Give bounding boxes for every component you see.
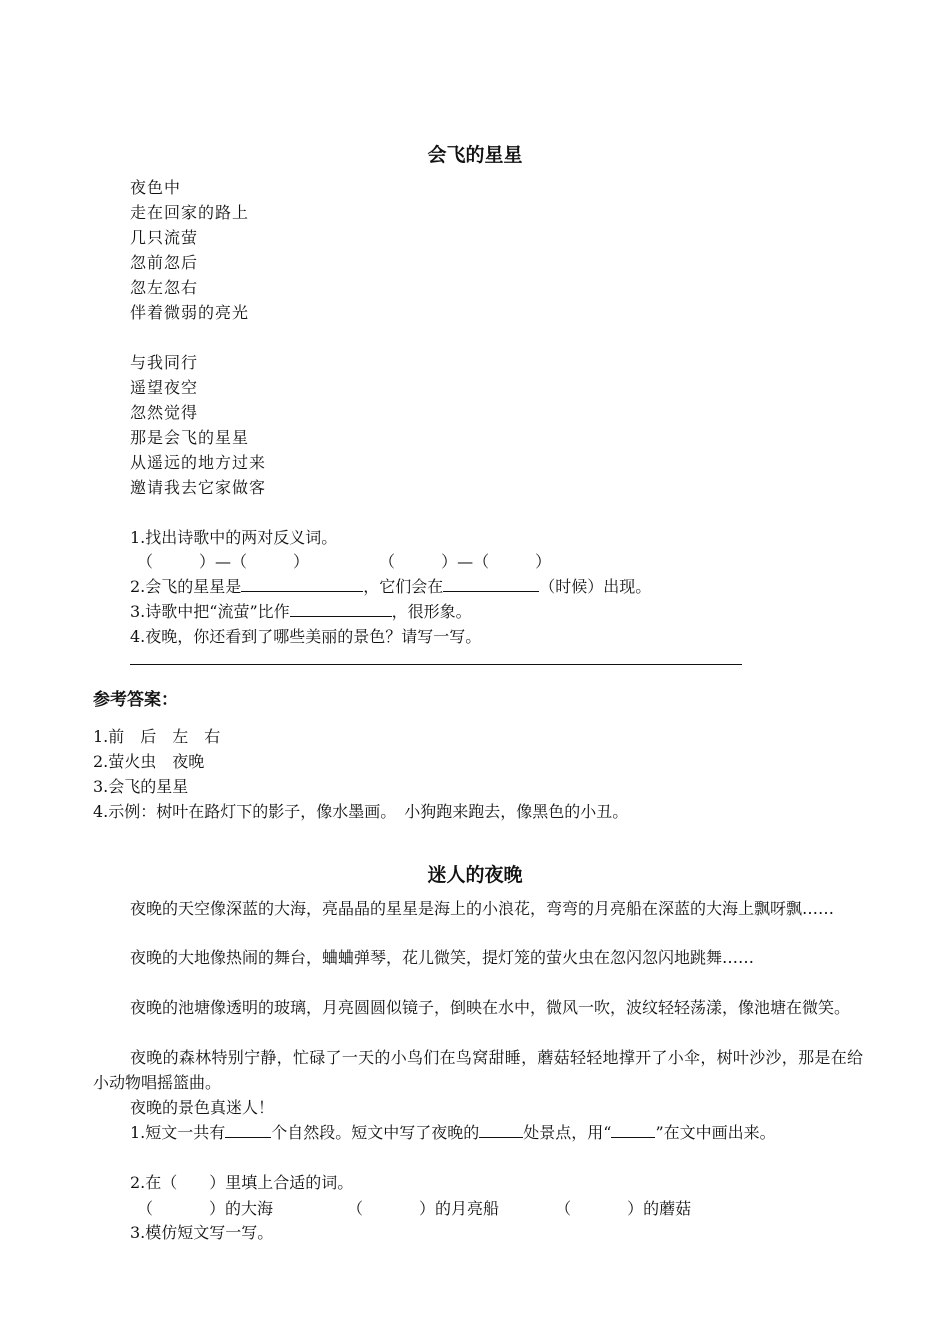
poem-title: 会飞的星星 xyxy=(427,144,523,166)
poem-line: 几只流萤 xyxy=(130,228,199,247)
essay-question-3: 3.模仿短文写一写。 xyxy=(130,1223,274,1242)
essay-title: 迷人的夜晚 xyxy=(427,864,523,886)
poem-line: 忽然觉得 xyxy=(130,403,199,422)
poem-line: 夜色中 xyxy=(130,178,182,197)
question-4: 4.夜晚，你还看到了哪些美丽的景色？请写一写。 xyxy=(130,627,482,646)
answer-1: 1.前 后 左 右 xyxy=(93,727,221,746)
question-text: ”在文中画出来。 xyxy=(655,1123,776,1142)
essay-question-2: 2.在（ ）里填上合适的词。 xyxy=(130,1173,354,1192)
item-sea: ）的大海 xyxy=(209,1199,274,1218)
question-2-text: （时候）出现。 xyxy=(539,577,652,596)
paragraph-2: 夜晚的大地像热闹的舞台，蛐蛐弹琴，花儿微笑，提灯笼的萤火虫在忽闪忽闪地跳舞…… xyxy=(130,948,755,967)
item-moon-boat: ）的月亮船 xyxy=(419,1199,500,1218)
question-text: 个自然段。短文中写了夜晚的 xyxy=(271,1123,480,1142)
paragraph-4: 夜晚的森林特别宁静，忙碌了一天的小鸟们在鸟窝甜睡，蘑菇轻轻地撑开了小伞，树叶沙沙，那是在给小动物唱摇篮曲。 xyxy=(93,1048,863,1092)
answer-blank[interactable] xyxy=(290,600,392,617)
poem-line: 走在回家的路上 xyxy=(130,203,250,222)
answers-heading: 参考答案： xyxy=(93,690,178,710)
poem-line: 遥望夜空 xyxy=(130,378,199,397)
question-text: 处景点，用“ xyxy=(523,1123,612,1142)
poem-line: 忽前忽后 xyxy=(130,253,199,272)
paren-open: （ xyxy=(347,1199,364,1218)
essay-question-1 xyxy=(93,1121,863,1146)
question-3-text: ，很形象。 xyxy=(391,602,472,621)
poem-line: 伴着微弱的亮光 xyxy=(130,303,250,322)
paragraph-3: 夜晚的池塘像透明的玻璃，月亮圆圆似镜子，倒映在水中，微风一吹，波纹轻轻荡漾，像池塘在微笑。 xyxy=(130,998,851,1017)
item-mushroom: ）的蘑菇 xyxy=(627,1199,692,1218)
question-1: 1.找出诗歌中的两对反义词。 xyxy=(130,528,338,547)
paren-close: ） xyxy=(535,552,552,571)
poem-line: 从遥远的地方过来 xyxy=(130,453,267,472)
answer-3: 3.会飞的星星 xyxy=(93,777,189,796)
paren-dash: ）—（ xyxy=(199,552,248,571)
poem-line: 邀请我去它家做客 xyxy=(130,478,267,497)
answer-4: 4.示例：树叶在路灯下的影子，像水墨画。 小狗跑来跑去，像黑色的小丑。 xyxy=(93,802,629,821)
poem-line: 与我同行 xyxy=(130,353,199,372)
essay-question-2-items xyxy=(137,1196,691,1221)
answer-blank[interactable] xyxy=(241,575,363,592)
answer-line[interactable] xyxy=(130,664,742,665)
paragraph-1: 夜晚的天空像深蓝的大海，亮晶晶的星星是海上的小浪花，弯弯的月亮船在深蓝的大海上飘呀飘…… xyxy=(130,899,835,918)
question-2-text: ，它们会在 xyxy=(363,577,444,596)
poem-line: 那是会飞的星星 xyxy=(130,428,250,447)
poem-stanza-2 xyxy=(130,350,266,500)
paren-open: （ xyxy=(137,552,154,571)
question-text: 1.短文一共有 xyxy=(130,1123,226,1142)
question-1-blanks xyxy=(137,549,551,574)
poem-line: 忽左忽右 xyxy=(130,278,199,297)
paren-open: （ xyxy=(379,552,396,571)
paren-open: （ xyxy=(555,1199,572,1218)
answer-blank[interactable] xyxy=(611,1121,655,1138)
paragraph-5: 夜晚的景色真迷人！ xyxy=(130,1098,275,1117)
answer-blank[interactable] xyxy=(225,1121,271,1138)
answer-blank[interactable] xyxy=(479,1121,523,1138)
paren-close: ） xyxy=(293,552,310,571)
poem-stanza-1 xyxy=(130,175,249,325)
answer-blank[interactable] xyxy=(443,575,539,592)
question-2 xyxy=(130,574,651,599)
paren-dash: ）—（ xyxy=(441,552,490,571)
question-3 xyxy=(130,599,472,624)
paren-open: （ xyxy=(137,1199,154,1218)
question-3-text: 3.诗歌中把“流萤”比作 xyxy=(130,602,290,621)
question-2-text: 2.会飞的星星是 xyxy=(130,577,242,596)
answer-2: 2.萤火虫 夜晚 xyxy=(93,752,205,771)
